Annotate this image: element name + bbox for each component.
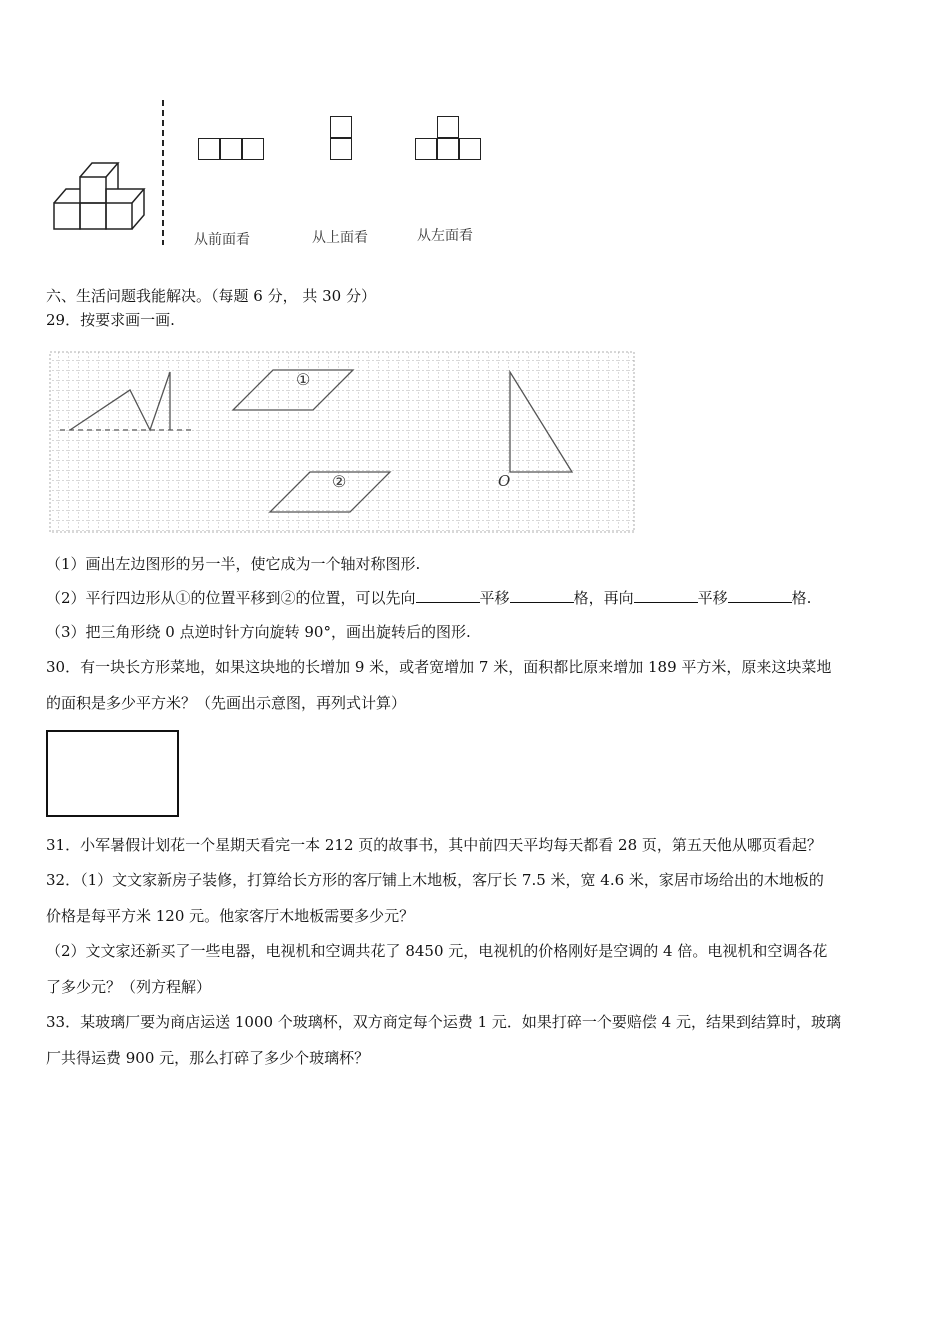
q30-sketch-rectangle bbox=[46, 730, 179, 817]
dashed-divider bbox=[158, 95, 168, 250]
caption-top-view: 从上面看 bbox=[312, 230, 368, 246]
q33-line-1: 33．某玻璃厂要为商店运送 1000 个玻璃杯，双方商定每个运费 1 元．如果打碎一个要赔偿 4 元，结果到结算时，玻璃 bbox=[46, 1013, 841, 1031]
rotation-point-o: O bbox=[498, 472, 511, 490]
q29-s2-part4: 平移 bbox=[697, 589, 728, 607]
q32-line-2: 价格是每平方米 120 元。他家客厅木地板需要多少元？ bbox=[46, 907, 415, 925]
q33-line-2: 厂共得运费 900 元，那么打碎了多少个玻璃杯？ bbox=[46, 1049, 370, 1067]
q30-line-1: 30．有一块长方形菜地，如果这块地的长增加 9 米，或者宽增加 7 米，面积都比原来增加 189 平方米，原来这块菜地 bbox=[46, 658, 832, 676]
cube-views-figure bbox=[40, 95, 500, 255]
answer-blank-direction-2[interactable] bbox=[634, 588, 698, 603]
q29-s2-part2: 平移 bbox=[479, 589, 510, 607]
q32-line-3: （2）文文家还新买了一些电器，电视机和空调共花了 8450 元，电视机的价格刚好是空调的 4 倍。电视机和空调各花 bbox=[46, 942, 828, 960]
q29-subquestion-3: （3）把三角形绕 0 点逆时针方向旋转 90°，画出旋转后的图形. bbox=[46, 623, 471, 641]
answer-blank-squares-1[interactable] bbox=[510, 588, 574, 603]
answer-blank-direction-1[interactable] bbox=[416, 588, 480, 603]
q29-title: 29．按要求画一画. bbox=[46, 311, 175, 329]
parallelogram-label-1: ① bbox=[296, 370, 311, 389]
q29-s2-part1: （2）平行四边形从①的位置平移到②的位置，可以先向 bbox=[46, 589, 416, 607]
q29-grid-figure bbox=[48, 350, 636, 534]
section6-title: 六、生活问题我能解决。（每题 6 分， 共 30 分） bbox=[46, 287, 376, 305]
caption-left-view: 从左面看 bbox=[417, 228, 473, 244]
dotted-grid-drawing bbox=[48, 350, 636, 534]
q29-s2-part3: 格，再向 bbox=[573, 589, 634, 607]
isometric-cubes-drawing bbox=[50, 155, 160, 235]
q29-subquestion-1: （1）画出左边图形的另一半，使它成为一个轴对称图形. bbox=[46, 555, 421, 573]
q29-s2-part5: 格. bbox=[791, 589, 812, 607]
q29-subquestion-2 bbox=[46, 588, 811, 608]
caption-front-view: 从前面看 bbox=[194, 232, 250, 248]
q32-line-4: 了多少元？（列方程解） bbox=[46, 978, 212, 996]
q31-line-1: 31．小军暑假计划花一个星期天看完一本 212 页的故事书，其中前四天平均每天都看 28 页，第五天他从哪页看起？ bbox=[46, 836, 822, 854]
parallelogram-label-2: ② bbox=[332, 472, 347, 491]
q32-line-1: 32．（1）文文家新房子装修，打算给长方形的客厅铺上木地板，客厅长 7.5 米，宽 4.6 米，家居市场给出的木地板的 bbox=[46, 871, 824, 889]
q30-line-2: 的面积是多少平方米？（先画出示意图，再列式计算） bbox=[46, 694, 407, 712]
answer-blank-squares-2[interactable] bbox=[728, 588, 792, 603]
